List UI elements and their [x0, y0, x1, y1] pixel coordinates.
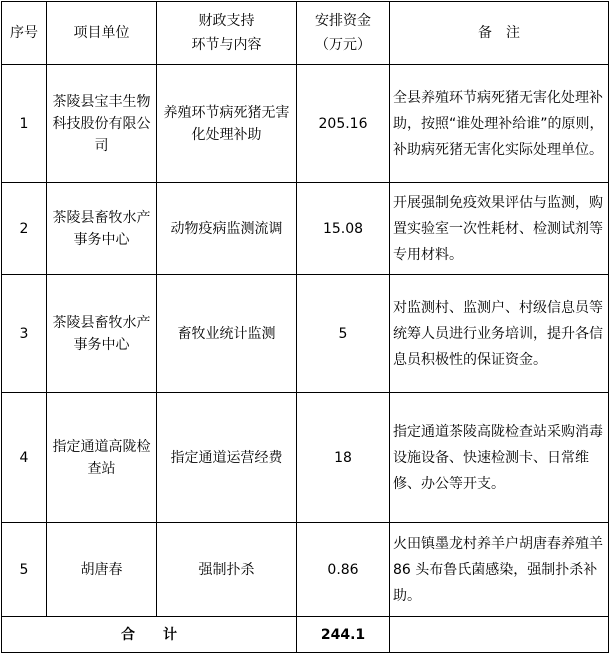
header-support-line1: 财政支持: [198, 13, 255, 29]
row-support: 指定通道运营经费: [157, 393, 297, 523]
row-remark: 全县养殖环节病死猪无害化处理补助，按照“谁处理补给谁”的原则，补助病死猪无害化实际处理单位。: [390, 65, 609, 183]
row-support: 强制扑杀: [157, 523, 297, 617]
row-remark: 开展强制免疫效果评估与监测，购置实验室一次性耗材、检测试剂等专用材料。: [390, 183, 609, 275]
row-funds: 5: [297, 275, 390, 393]
table-row: [2, 523, 609, 617]
header-unit: 项目单位: [47, 2, 157, 65]
row-index: 4: [2, 393, 47, 523]
row-funds: 18: [297, 393, 390, 523]
header-remark: 备 注: [390, 2, 609, 65]
table-row: [2, 393, 609, 523]
row-funds: 0.86: [297, 523, 390, 617]
row-unit: 茶陵县畜牧水产事务中心: [47, 183, 157, 275]
header-row: [2, 2, 609, 65]
header-funds-line2: （万元）: [315, 37, 371, 53]
row-remark: 指定通道茶陵高陇检查站采购消毒设施设备、快速检测卡、日常维修、办公等开支。: [390, 393, 609, 523]
header-funds: [297, 2, 390, 65]
row-remark: 火田镇墨龙村养羊户胡唐春养殖羊 86 头布鲁氏菌感染，强制扑杀补助。: [390, 523, 609, 617]
table-row: [2, 65, 609, 183]
total-label: 合 计: [2, 617, 297, 653]
row-index: 2: [2, 183, 47, 275]
row-remark: 对监测村、监测户、村级信息员等统筹人员进行业务培训，提升各信息员积极性的保证资金。: [390, 275, 609, 393]
header-support: [157, 2, 297, 65]
header-funds-line1: 安排资金: [315, 13, 371, 29]
total-row: [2, 617, 609, 653]
row-index: 1: [2, 65, 47, 183]
header-support-line2: 环节与内容: [191, 37, 262, 53]
total-funds: 244.1: [297, 617, 390, 653]
total-remark: [390, 617, 609, 653]
table-row: [2, 275, 609, 393]
row-funds: 205.16: [297, 65, 390, 183]
row-support: 畜牧业统计监测: [157, 275, 297, 393]
row-unit: 茶陵县畜牧水产事务中心: [47, 275, 157, 393]
row-index: 5: [2, 523, 47, 617]
header-index: 序号: [2, 2, 47, 65]
row-support: 动物疫病监测流调: [157, 183, 297, 275]
row-unit: 胡唐春: [47, 523, 157, 617]
row-unit: 指定通道高陇检查站: [47, 393, 157, 523]
row-funds: 15.08: [297, 183, 390, 275]
row-index: 3: [2, 275, 47, 393]
funds-table: [1, 1, 609, 653]
table-row: [2, 183, 609, 275]
row-support: 养殖环节病死猪无害化处理补助: [157, 65, 297, 183]
row-unit: 茶陵县宝丰生物科技股份有限公司: [47, 65, 157, 183]
